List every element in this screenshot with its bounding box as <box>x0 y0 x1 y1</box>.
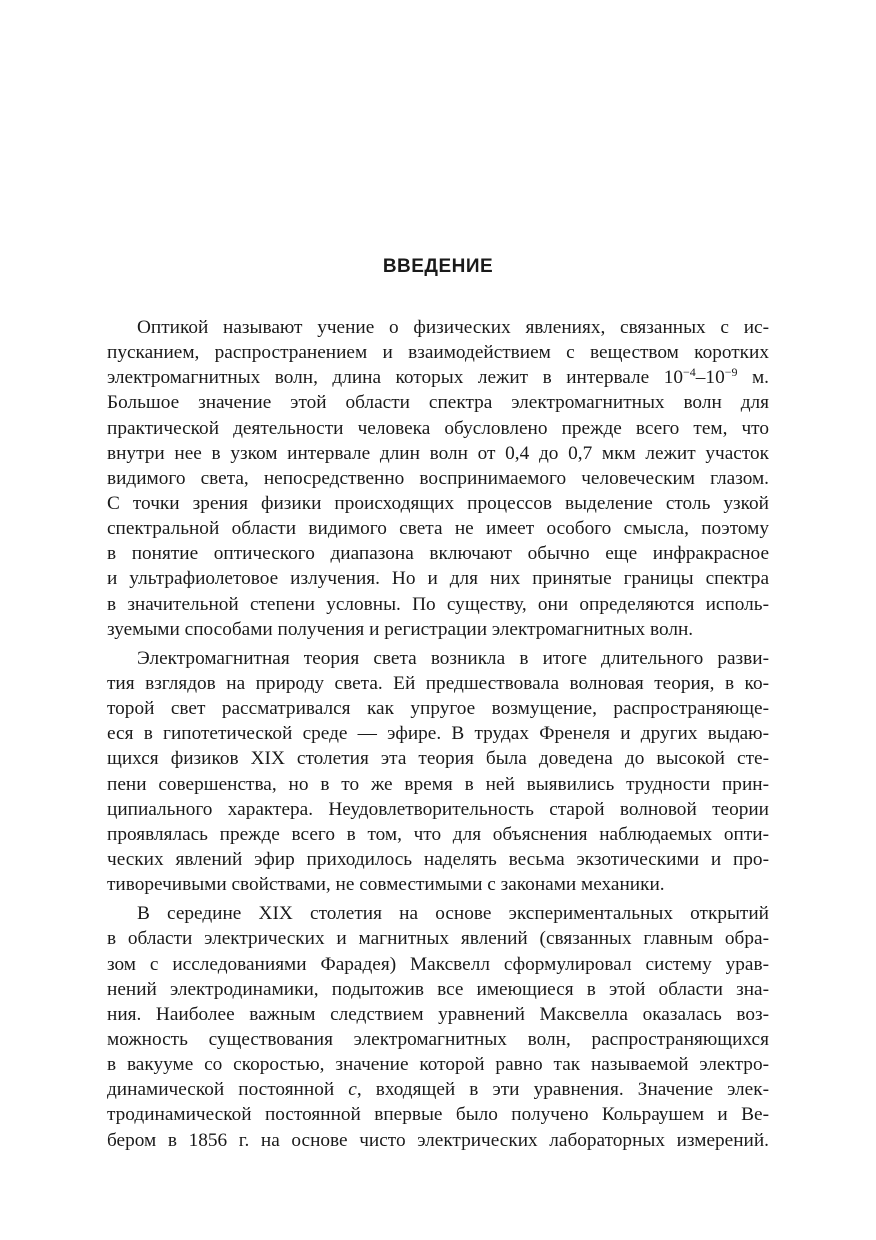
line-text-after: , входящей в эти уравнения. Значение элек- <box>356 1079 770 1101</box>
text-line: Оптикой называют учение о физических явлениях, связанных с ис- <box>137 317 769 338</box>
text-line: зом с исследованиями Фарадея) Максвелл сформулировал систему урав- <box>107 953 769 975</box>
text-line: ческих явлений эфир приходилось наделять весьма экзотическими и про- <box>107 848 769 870</box>
text-line: тиворечивыми свойствами, не совместимыми с законами механики. <box>107 874 665 896</box>
text-line-with-variable <box>107 1077 769 1102</box>
text-line: С точки зрения физики происходящих процессов выделение столь узкой <box>107 492 769 514</box>
text-line: в значительной степени условны. По существу, они определяются исполь- <box>107 593 769 615</box>
text-line: бером в 1856 г. на основе чисто электрических лабораторных измерений. <box>107 1129 769 1151</box>
text-line: в вакууме со скоростью, значение которой равно так называемой электро- <box>107 1054 769 1076</box>
text-line: Электромагнитная теория света возникла в итоге длительного разви- <box>137 647 769 669</box>
formula-exponent: −4 <box>683 365 696 380</box>
text-line: В середине XIX столетия на основе экспериментальных открытий <box>137 903 769 925</box>
formula-exponent: −9 <box>724 365 738 380</box>
body-text <box>107 315 769 1153</box>
text-line: ния. Наиболее важным следствием уравнений Максвелла оказалась воз- <box>107 1003 769 1025</box>
formula-base: 10 <box>663 367 683 389</box>
text-line: щихся физиков XIX столетия эта теория была доведена до высокой сте- <box>107 748 769 770</box>
text-line: проявлялась прежде всего в том, что для объяснения наблюдаемых опти- <box>107 823 769 845</box>
variable-c: c <box>348 1079 357 1101</box>
paragraph <box>107 315 769 642</box>
text-line: внутри нее в узком интервале длин волн от 0,4 до 0,7 мкм лежит участок <box>107 442 769 464</box>
text-line: и ультрафиолетовое излучения. Но и для них принятые границы спектра <box>107 568 769 590</box>
line-text-after: м. <box>737 367 770 389</box>
text-line: спектральной области видимого света не имеет особого смысла, поэтому <box>107 518 769 540</box>
formula-dash: – <box>695 367 706 389</box>
text-line: в области электрических и магнитных явлений (связанных главным обра- <box>107 928 769 950</box>
formula-base: 10 <box>705 367 725 389</box>
text-line: Большое значение этой области спектра электромагнитных волн для <box>107 392 769 414</box>
text-line: тия взглядов на природу света. Ей предшествовала волновая теория, в ко- <box>107 672 769 694</box>
text-line: зуемыми способами получения и регистрации электромагнитных волн. <box>107 618 694 640</box>
text-line: ципиального характера. Неудовлетворительность старой волновой теории <box>107 798 769 820</box>
text-line: можность существования электромагнитных волн, распространяющихся <box>107 1028 769 1050</box>
text-line: торой свет рассматривался как упругое возмущение, распространяюще- <box>107 698 769 720</box>
section-heading: ВВЕДЕНИЕ <box>382 256 494 277</box>
text-line: в понятие оптического диапазона включают обычно еще инфракрасное <box>107 543 769 565</box>
line-text-before: динамической постоянной <box>107 1079 349 1101</box>
text-line: еся в гипотетической среде — эфире. В трудах Френеля и других выдаю- <box>107 723 769 745</box>
paragraph <box>107 646 769 897</box>
paragraph <box>107 901 769 1152</box>
line-text-before: электромагнитных волн, длина которых лежит в интервале <box>107 367 664 389</box>
text-line: видимого света, непосредственно воспринимаемого человеческим глазом. <box>107 467 769 489</box>
text-line: нений электродинамики, подытожив все имеющиеся в этой области зна- <box>107 978 769 1000</box>
text-line: пусканием, распространением и взаимодействием с веществом коротких <box>107 342 769 364</box>
text-line: практической деятельности человека обусловлено прежде всего тем, что <box>107 417 769 439</box>
text-line: тродинамической постоянной впервые было получено Кольраушем и Ве- <box>107 1104 769 1126</box>
text-line-with-formula <box>107 365 769 390</box>
text-line: пени совершенства, но в то же время в ней выявились трудности прин- <box>107 773 769 795</box>
